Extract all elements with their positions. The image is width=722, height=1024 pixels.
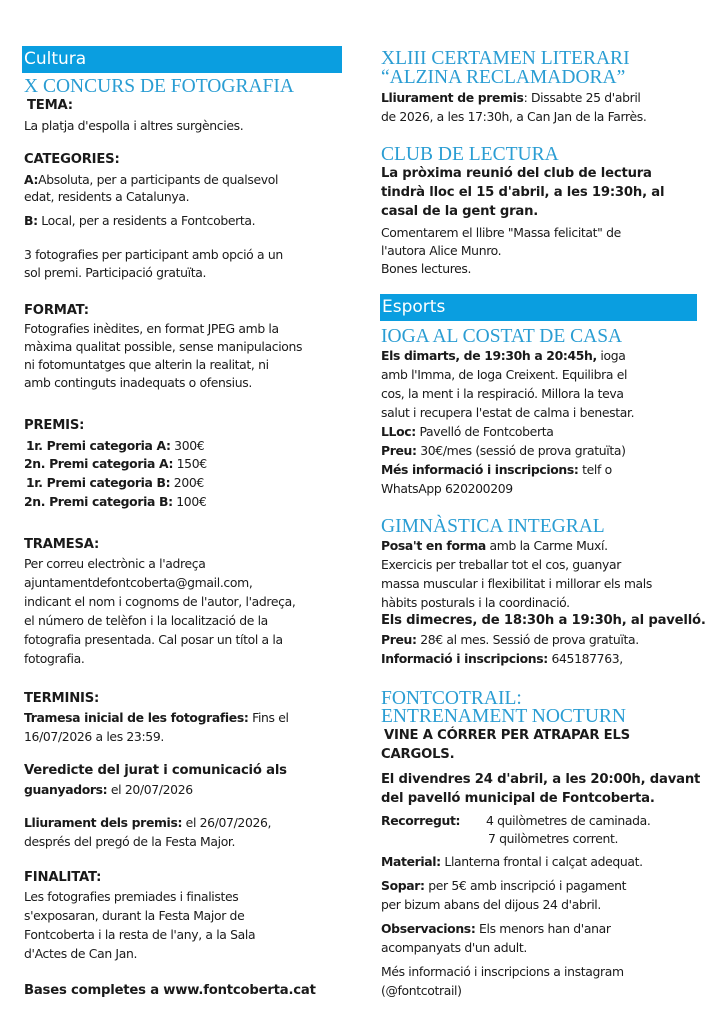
format-line: amb continguts inadequats o ofensius. [24,375,252,390]
ioga-preu [381,442,626,459]
premi-label: 1r. Premi categoria A: [26,438,171,453]
gimnastica-text: amb la Carme Muxí. [485,538,608,553]
tema-text: La platja d'espolla i altres surgències. [24,118,244,133]
termini-3-label: Lliurament dels premis: [24,815,183,830]
observacions-text: Els menors han d'anar [475,921,611,936]
fontcotrail-observacions [381,920,611,937]
ioga-preu-text: 30€/mes (sessió de prova gratuïta) [416,443,626,458]
fontcotrail-sub-line1: VINE A CÓRRER PER ATRAPAR ELS [384,728,630,743]
category-b-label: B: [24,213,38,228]
format-line: Fotografies inèdites, en format JPEG amb la [24,321,279,336]
gimnastica-schedule: Els dimecres, de 18:30h a 19:30h, al pavelló. [381,613,706,628]
fontcotrail-when-line2: del pavelló municipal de Fontcoberta. [381,791,655,806]
premi-value: 200€ [170,475,204,490]
ioga-line1 [381,347,626,364]
category-b-text: Local, per a residents a Fontcoberta. [37,213,256,228]
categories-note-line1: 3 fotografies per participant amb opció a un [24,247,283,262]
premi-value: 150€ [173,456,207,471]
termini-1-text: Fins el [248,710,289,725]
termini-3 [24,814,271,831]
club-line: l'autora Alice Munro. [381,243,502,258]
termini-3-text: el 26/07/2026, [182,815,272,830]
ioga-preu-label: Preu: [381,443,417,458]
termini-3-line2: després del pregó de la Festa Major. [24,834,236,849]
certamen-label: Lliurament de premis [381,90,524,105]
premi-item [24,493,206,510]
ioga-info-label: Més informació i inscripcions: [381,462,579,477]
gimnastica-line: Exercicis per treballar tot el cos, guanyar [381,557,622,572]
tramesa-line: Per correu electrònic a l'adreça [24,556,206,571]
fontcotrail-sopar [381,877,626,894]
club-bold-line: La pròxima reunió del club de lectura [381,166,652,181]
gimnastica-bold: Posa't en forma [381,538,486,553]
ioga-info-line2: WhatsApp 620200209 [381,481,513,496]
sopar-line2: per bizum abans del dijous 24 d'abril. [381,897,601,912]
finalitat-line: d'Actes de Can Jan. [24,946,138,961]
material-label: Material: [381,854,441,869]
concurs-title: X CONCURS DE FOTOGRAFIA [24,76,294,97]
category-a-line2: edat, residents a Catalunya. [24,189,190,204]
categories-note-line2: sol premi. Participació gratuïta. [24,265,207,280]
ioga-line: cos, la ment i la respiració. Millora la teva [381,386,624,401]
certamen-title-line1: XLIII CERTAMEN LITERARI [381,48,630,69]
sopar-text: per 5€ amb inscripció i pagament [424,878,627,893]
gimnastica-info-label: Informació i inscripcions: [381,651,548,666]
gimnastica-title: GIMNÀSTICA INTEGRAL [381,516,605,537]
format-line: ni fotomuntatges que alterin la realitat, ni [24,357,269,372]
fontcotrail-material [381,853,643,870]
section-label-cultura: Cultura [24,49,87,69]
finalitat-line: s'exposaran, durant la Festa Major de [24,908,245,923]
ioga-lloc-text: Pavelló de Fontcoberta [415,424,554,439]
ioga-line: amb l'Imma, de Ioga Creixent. Equilibra el [381,367,628,382]
tramesa-heading: TRAMESA: [24,537,100,552]
tramesa-line: el número de telèfon i la localització de la [24,613,268,628]
premi-label: 2n. Premi categoria B: [24,494,173,509]
termini-2-line2 [24,781,193,798]
finalitat-heading: FINALITAT: [24,870,102,885]
section-bar-cultura [22,46,342,73]
format-line: màxima qualitat possible, sense manipulacions [24,339,303,354]
certamen-title-line2: “ALZINA RECLAMADORA” [381,67,626,88]
fontcotrail-title-line2: ENTRENAMENT NOCTURN [381,706,627,727]
ioga-title: IOGA AL COSTAT DE CASA [381,326,623,347]
instagram-line1: Més informació i inscripcions a instagram [381,964,624,979]
fontcotrail-recorregut [381,812,460,829]
gimnastica-info [381,650,623,667]
gimnastica-info-text: 645187763, [547,651,623,666]
recorregut-label: Recorregut: [381,813,461,828]
tramesa-email: ajuntamentdefontcoberta@gmail.com, [24,575,253,590]
premi-value: 100€ [172,494,207,509]
premi-item [24,455,207,472]
premi-value: 300€ [170,438,205,453]
termini-2-label: guanyadors: [24,782,108,797]
finalitat-line: Les fotografies premiades i finalistes [24,889,239,904]
tramesa-line: fotografia presentada. Cal posar un títol a la [24,632,283,647]
gimnastica-preu-label: Preu: [381,632,417,647]
categories-heading: CATEGORIES: [24,152,120,167]
fontcotrail-when-line1: El divendres 24 d'abril, a les 20:00h, davant [381,772,701,787]
recorregut-1: 4 quilòmetres de caminada. [486,813,651,828]
premi-item [26,474,204,491]
gimnastica-preu [381,631,639,648]
category-a-text: Absoluta, per a participants de qualsevol [38,172,279,187]
ioga-lloc-label: LLoc: [381,424,416,439]
ioga-info [381,461,612,478]
tramesa-line: fotografia. [24,651,85,666]
gimnastica-line: hàbits posturals i la coordinació. [381,595,570,610]
club-line: Bones lectures. [381,261,472,276]
category-a-line1 [24,171,278,188]
section-label-esports: Esports [382,297,446,317]
fontcotrail-title-line1: FONTCOTRAIL: [381,688,522,709]
gimnastica-line: massa muscular i flexibilitat i millorar els mals [381,576,652,591]
certamen-line2: de 2026, a les 17:30h, a Can Jan de la Farrès. [381,109,647,124]
ioga-lloc [381,423,553,440]
premi-label: 2n. Premi categoria A: [24,456,174,471]
certamen-text: : Dissabte 25 d'abril [523,90,641,105]
bases-link[interactable]: Bases completes a www.fontcoberta.cat [24,983,316,998]
observacions-label: Observacions: [381,921,476,936]
format-heading: FORMAT: [24,303,89,318]
section-bar-esports [380,294,697,321]
termini-2-line1: Veredicte del jurat i comunicació als [24,763,287,778]
premi-label: 1r. Premi categoria B: [26,475,171,490]
premi-item [26,437,204,454]
sopar-label: Sopar: [381,878,425,893]
material-text: Llanterna frontal i calçat adequat. [440,854,643,869]
category-b [24,212,255,229]
fontcotrail-sub-line2: CARGOLS. [381,747,455,762]
gimnastica-line1 [381,537,608,554]
club-title: CLUB DE LECTURA [381,144,559,165]
recorregut-2: 7 quilòmetres corrent. [488,831,619,846]
termini-1-line2: 16/07/2026 a les 23:59. [24,729,164,744]
terminis-heading: TERMINIS: [24,691,100,706]
observacions-line2: acompanyats d'un adult. [381,940,527,955]
termini-1-label: Tramesa inicial de les fotografies: [24,710,249,725]
finalitat-line: Fontcoberta i la resta de l'any, a la Sala [24,927,256,942]
club-bold-line: casal de la gent gran. [381,204,539,219]
club-bold-line: tindrà lloc el 15 d'abril, a les 19:30h, al [381,185,665,200]
category-a-label: A: [24,172,39,187]
ioga-line: salut i recupera l'estat de calma i benestar. [381,405,635,420]
termini-1 [24,709,289,726]
instagram-handle[interactable]: (@fontcotrail) [381,983,462,998]
ioga-info-text: telf o [578,462,612,477]
tema-heading: TEMA: [27,98,73,113]
club-line: Comentarem el llibre "Massa felicitat" de [381,225,621,240]
ioga-schedule: Els dimarts, de 19:30h a 20:45h, [381,348,597,363]
ioga-text: ioga [596,348,626,363]
tramesa-line: indicant el nom i cognoms de l'autor, l'adreça, [24,594,296,609]
premis-heading: PREMIS: [24,418,85,433]
termini-2-text: el 20/07/2026 [107,782,193,797]
gimnastica-preu-text: 28€ al mes. Sessió de prova gratuïta. [416,632,639,647]
certamen-line1 [381,89,641,106]
